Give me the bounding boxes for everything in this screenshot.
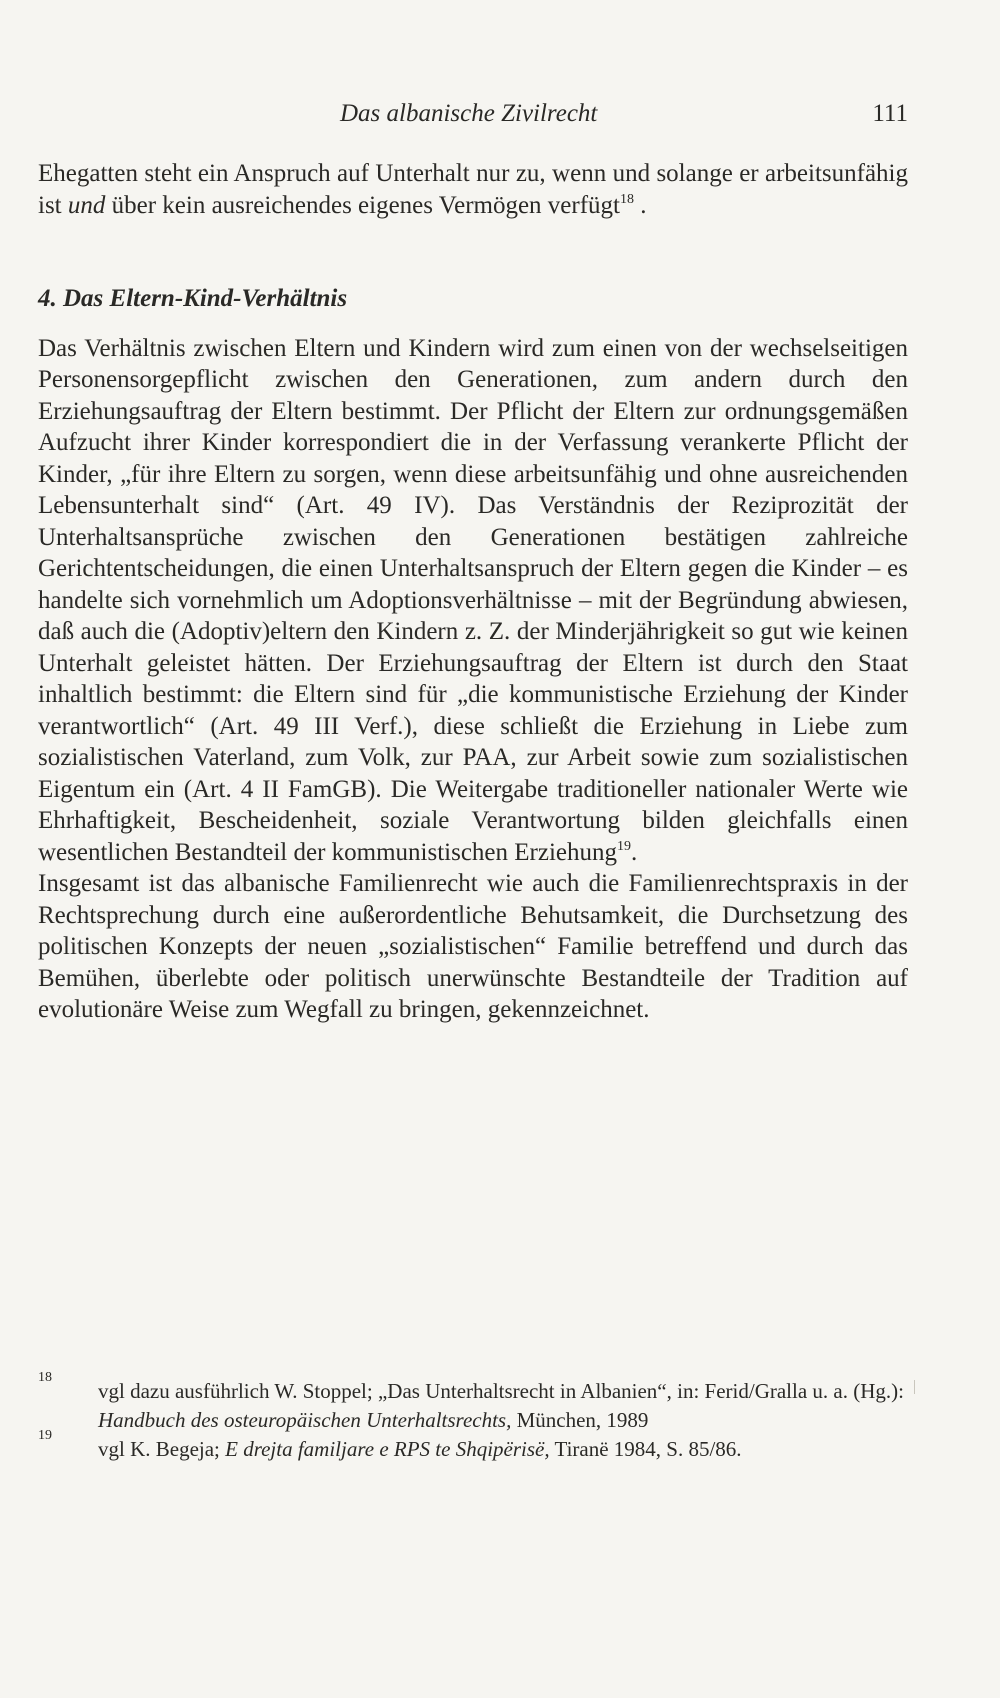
- footnote-text: vgl K. Begeja;: [98, 1437, 226, 1461]
- footnote-19: [38, 1428, 908, 1464]
- section-paragraph-1: [38, 333, 908, 869]
- running-head: [38, 100, 908, 136]
- footnote-ref-18[interactable]: 18: [620, 191, 634, 207]
- footnote-mark: 19: [38, 1428, 52, 1443]
- intro-text-after: über kein ausreichendes eigenes Vermögen verfügt: [105, 191, 620, 219]
- body-text: [38, 158, 908, 1026]
- footnote-title: Handbuch des osteuropäischen Unterhaltsrechts,: [98, 1408, 512, 1432]
- footnote-text: vgl dazu ausführlich W. Stoppel; „Das Unterhaltsrecht in Albanien“, in: Ferid/Gralla u. a. (Hg.):: [98, 1379, 904, 1403]
- footnote-text-after: München, 1989: [511, 1408, 649, 1432]
- running-title: Das albanische Zivilrecht: [340, 100, 598, 127]
- intro-emphasis: und: [67, 191, 106, 219]
- intro-paragraph: [38, 158, 908, 221]
- footnote-ref-19[interactable]: 19: [617, 838, 632, 854]
- book-page: [38, 0, 908, 1698]
- footnote-mark: 18: [38, 1370, 52, 1385]
- section-text-end: .: [631, 838, 638, 866]
- footnote-text-after: Tiranë 1984, S. 85/86.: [549, 1437, 742, 1461]
- footnote-title: E drejta familjare e RPS te Shqipërisë,: [225, 1437, 550, 1461]
- section-heading: 4. Das Eltern-Kind-Verhältnis: [38, 285, 348, 312]
- margin-mark: [914, 1380, 915, 1394]
- intro-trailing: .: [634, 191, 647, 219]
- footnotes: [38, 1370, 908, 1464]
- page-number: 111: [872, 100, 908, 127]
- section-paragraph-2: Insgesamt ist das albanische Familienrecht wie auch die Familienrechtspraxis in der Rechtsprechung durch eine außerordentliche Behutsamkeit, die Durchsetzung des politischen Konzepts der neuen „sozialistischen“ Familie betreffend und durch das Bemühen, überlebte oder politisch unerwünschte Bestandteile der Tradition auf evolutionäre Weise zum Wegfall zu bringen, gekennzeichnet.: [38, 870, 908, 1023]
- intro-text: Ehegatten steht ein Anspruch auf Unterhalt nur zu, wenn und solange er arbeitsunfähig ist: [38, 160, 908, 219]
- section-text: Das Verhältnis zwischen Eltern und Kindern wird zum einen von der wechselseitigen Personensorgepflicht zwischen den Generationen, zum andern durch den Erziehungsauftrag der Eltern bestimmt. Der Pflicht der Eltern zur ordnungsgemäßen Aufzucht ihrer Kinder korrespondiert die in der Verfassung verankerte Pflicht der Kinder, „für ihre Eltern zu sorgen, wenn diese arbeitsunfähig und ohne ausreichenden Lebensunterhalt sind“ (Art. 49 IV). Das Verständnis der Reziprozität der Unterhaltsansprüche zwischen den Generationen bestätigen zahlreiche Gerichtentscheidungen, die einen Unterhaltsanspruch der Eltern gegen die Kinder – es handelte sich vornehmlich um Adoptionsverhältnisse – mit der Begründung abwiesen, daß auch die (Adoptiv)eltern den Kindern z. Z. der Minderjährigkeit so gut wie keinen Unterhalt geleistet hätten. Der Erziehungsauftrag der Eltern ist durch den Staat inhaltlich bestimmt: die Eltern sind für „die kommunistische Erziehung der Kinder verantwortlich“ (Art. 49 III Verf.), diese schließt die Erziehung in Liebe zum sozialistischen Vaterland, zum Volk, zur PAA, zur Arbeit sowie zum sozialistischen Eigentum ein (Art. 4 II FamGB). Die Weitergabe traditioneller nationaler Werte wie Ehrhaftigkeit, Bescheidenheit, soziale Verantwortung bilden gleichfalls einen wesentlichen Bestandteil der kommunistischen Erziehung: [38, 334, 908, 866]
- footnote-18: [38, 1370, 908, 1435]
